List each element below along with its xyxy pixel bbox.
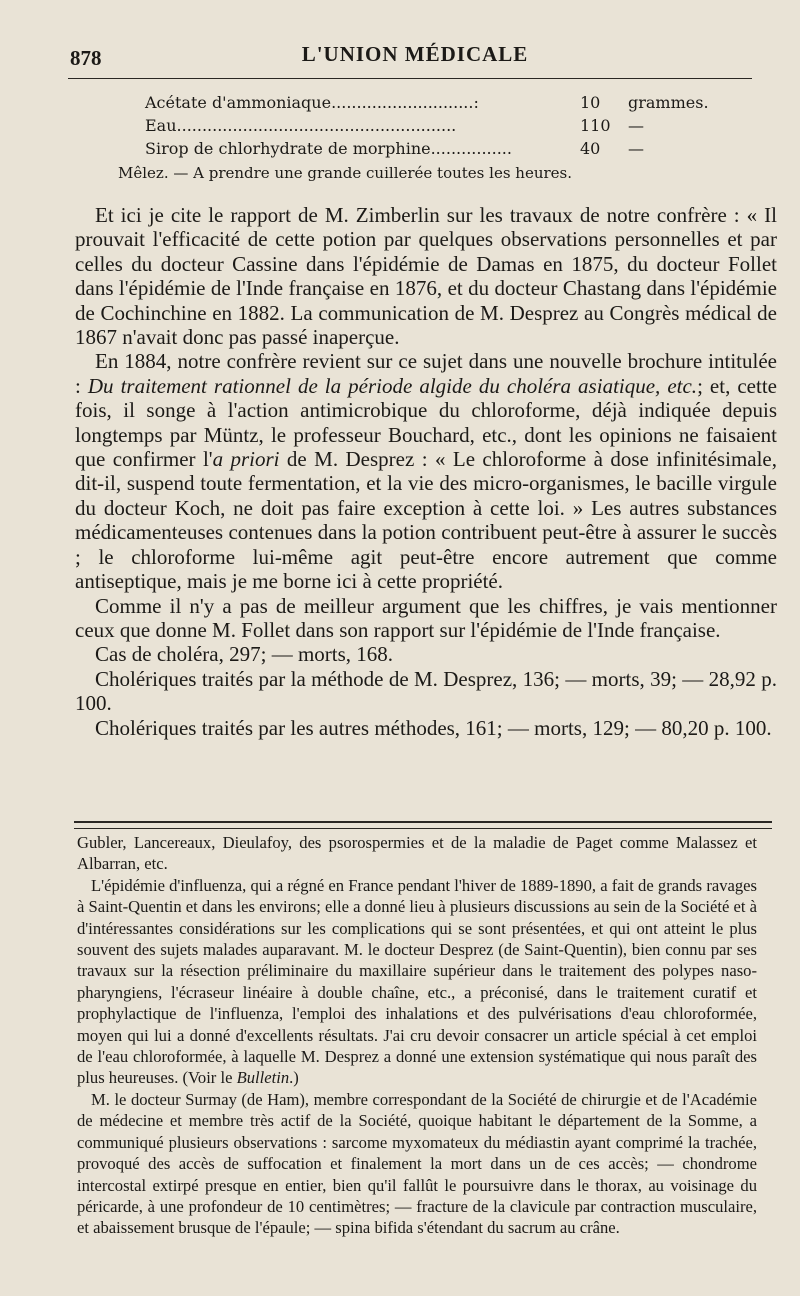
paragraph: M. le docteur Surmay (de Ham), membre correspondant de la Société de chirurgie et de l'Académie de médecine et membre très actif de la Société, quoique habitant le département de la Somme, a communiqué plusieurs observations : sarcome myxomateux du médiastin ayant comprimé la trachée, provoqué des accès de suffocation et finalement la mort dans un de ces accès; — chondrome intercostal extirpé presque en entier, bien qu'il fallût le poursuivre dans le thorax, au voisinage du péricarde, à une profondeur de 10 centimètres; — fracture de la clavicule par contraction musculaire, et abaissement brusque de l'épaule; — spina bifida s'étendant du sacrum au crâne. bbox=[77, 1089, 757, 1238]
paragraph bbox=[75, 349, 777, 593]
lower-section bbox=[77, 832, 757, 1239]
paragraph: Cholériques traités par la méthode de M. Desprez, 136; — morts, 39; — 28,92 p. 100. bbox=[75, 666, 777, 716]
paragraph bbox=[77, 875, 757, 1089]
brochure-title: Du traitement rationnel de la période algide du choléra asiatique, etc. bbox=[87, 373, 698, 398]
text-run: de M. Desprez : « Le chloroforme à dose infinitésimale, dit-il, suspend toute fermentation, et la vie des micro-organismes, le bacille virgule du docteur Koch, ne doit pas faire exception à cette loi. » Les autres substances médicamenteuses contenues dans la potion contribuent peut-être à assurer le succès ; le chloroforme lui-même agit peut-être encore autrement que comme antiseptique, mais je me borne ici à cette propriété. bbox=[75, 447, 778, 594]
prescription-row bbox=[145, 114, 705, 137]
ingredient-name: Eau....................................................... bbox=[145, 116, 457, 135]
ingredient-quantity: 110 bbox=[580, 116, 611, 135]
text-run: ; et, cette fois, il songe à l'action antimicrobique du chloroforme, déjà indiquée depuis longtemps par Müntz, le professeur Bouchard, etc., dont les opinions ne faisaient que confirmer l' bbox=[75, 373, 777, 472]
paragraph: Comme il n'y a pas de meilleur argument que les chiffres, je vais mentionner ceux que donne M. Follet dans son rapport sur l'épidémie de l'Inde française. bbox=[75, 593, 777, 642]
ingredient-unit: — bbox=[628, 139, 644, 158]
paragraph: Cholériques traités par les autres méthodes, 161; — morts, 129; — 80,20 p. 100. bbox=[95, 715, 772, 740]
main-text bbox=[75, 203, 777, 740]
italic-phrase: a priori bbox=[212, 447, 280, 472]
paragraph: Cas de choléra, 297; — morts, 168. bbox=[95, 642, 394, 667]
dosage-instruction: Mêlez. — A prendre une grande cuillerée toutes les heures. bbox=[118, 164, 572, 182]
section-divider bbox=[74, 821, 772, 829]
header-rule bbox=[68, 78, 752, 79]
ingredient-name: Acétate d'ammoniaque............................: bbox=[145, 93, 479, 112]
text-run: L'épidémie d'influenza, qui a régné en France pendant l'hiver de 1889-1890, a fait de grands ravages à Saint-Quentin et dans les environs; elle a donné lieu à plusieurs discussions au sein de la Société et à d'intéressantes considérations sur les complications qui se sont présentées, et qui ont atteint le plus souvent des sujets malades auparavant. M. le docteur Desprez (de Saint-Quentin), bien connu par ses travaux sur la résection préliminaire du maxillaire supérieur dans le traitement des polypes naso-pharyngiens, l'écraseur linéaire à double chaîne, etc., a préconisé, dans le traitement curatif et prophylactique de l'influenza, l'emploi des inhalations et des pulvérisations d'eau chloroformée, moyen qui lui a donné d'excellents résultats. J'ai cru devoir consacrer un article spécial à cet emploi de l'eau chloroformée, à laquelle M. Desprez a donné une extension systématique qui nous paraît des plus heureuses. (Voir le bbox=[77, 875, 757, 1088]
paragraph: Gubler, Lancereaux, Dieulafoy, des psorospermies et de la maladie de Paget comme Malassez et Albarran, etc. bbox=[77, 833, 757, 874]
ingredient-quantity: 40 bbox=[580, 139, 601, 158]
prescription-row bbox=[145, 91, 709, 114]
journal-title: L'UNION MÉDICALE bbox=[301, 42, 529, 66]
ingredient-name: Sirop de chlorhydrate de morphine................ bbox=[145, 139, 512, 158]
paragraph: Et ici je cite le rapport de M. Zimberlin sur les travaux de notre confrère : « Il prouvait l'efficacité de cette potion par quelques observations personnelles et par celles du docteur Cassine dans l'épidémie de Damas en 1875, du docteur Follet dans l'épidémie de l'Inde française en 1876, et du docteur Chastang dans l'épidémie de Cochinchine en 1882. La communication de M. Desprez au Congrès médical de 1867 n'avait donc pas passé inaperçue. bbox=[75, 203, 777, 350]
prescription-row bbox=[145, 137, 705, 160]
italic-reference: Bulletin bbox=[236, 1068, 290, 1088]
ingredient-quantity: 10 bbox=[580, 93, 601, 112]
prescription-list bbox=[145, 91, 709, 160]
page-number: 878 bbox=[70, 46, 102, 70]
text-run: En 1884, notre confrère revient sur ce sujet dans une nouvelle brochure intitulée : bbox=[75, 349, 777, 398]
running-header bbox=[70, 40, 760, 74]
text-run: .) bbox=[289, 1068, 299, 1088]
ingredient-unit: grammes. bbox=[628, 93, 709, 112]
ingredient-unit: — bbox=[628, 116, 644, 135]
